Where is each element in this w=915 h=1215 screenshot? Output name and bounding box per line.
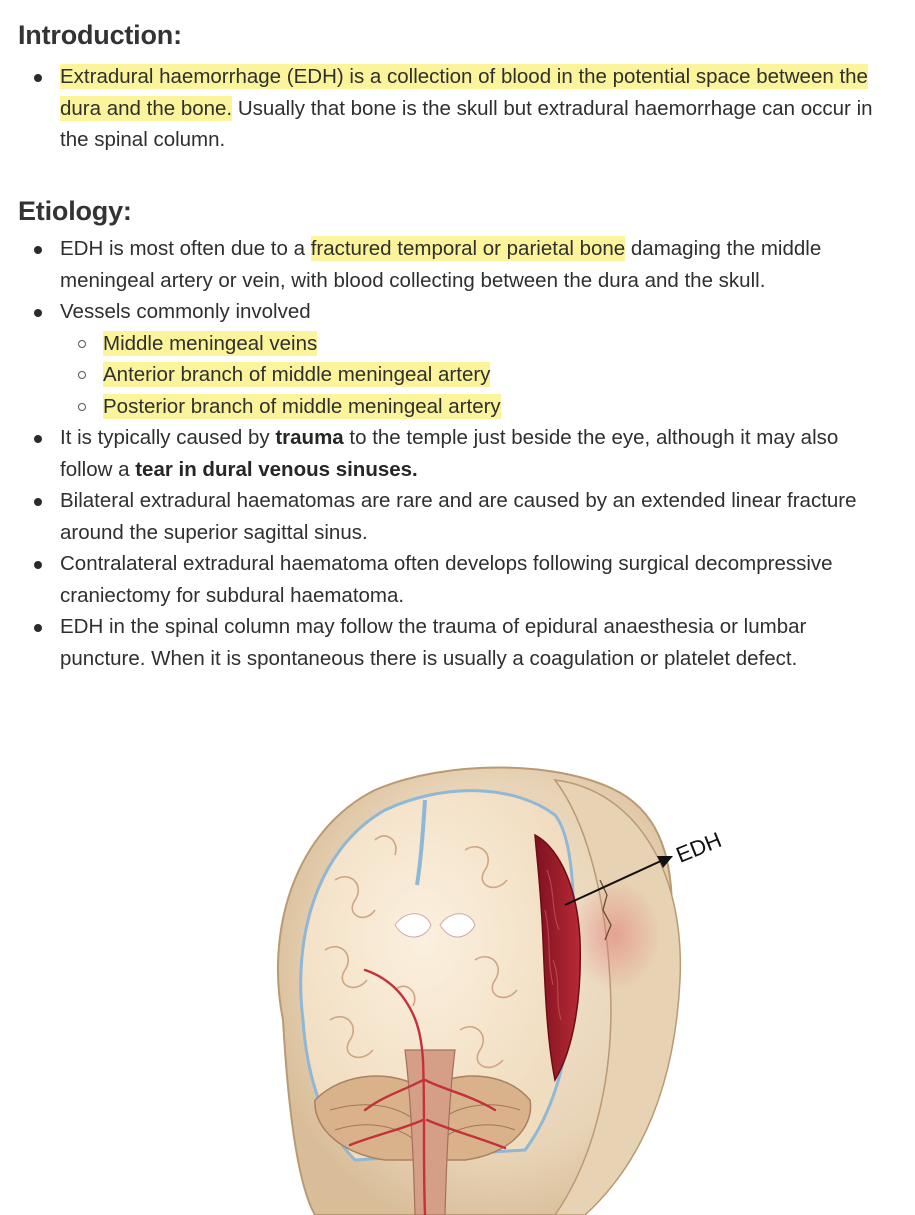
bullet-dot-icon bbox=[34, 561, 42, 569]
hollow-bullet-icon bbox=[78, 340, 86, 348]
list-item bbox=[0, 296, 900, 328]
list-item bbox=[0, 61, 900, 156]
bullet-dot-icon bbox=[34, 498, 42, 506]
etiology-heading: Etiology: bbox=[18, 196, 132, 226]
bullet-dot-icon bbox=[34, 74, 42, 82]
bullet-dot-icon bbox=[34, 309, 42, 317]
body-text: Usually that bone is the skull but extradural haemorrhage can occur in the spinal column. bbox=[60, 96, 873, 151]
body-text: damaging the middle meningeal artery or vein, with blood collecting between the dura and the skull. bbox=[60, 237, 822, 292]
list-item bbox=[0, 485, 900, 548]
list-item bbox=[0, 233, 900, 296]
highlighted-text: Extradural haemorrhage (EDH) is a collection of blood in the potential space between the dura and the bone. bbox=[60, 65, 868, 120]
body-text: Bilateral extradural haematomas are rare and are caused by an extended linear fracture around the superior sagittal sinus. bbox=[60, 489, 857, 544]
body-text: EDH is most often due to a bbox=[60, 237, 311, 260]
list-item bbox=[0, 422, 900, 485]
introduction-list bbox=[0, 61, 900, 156]
bold-text: trauma bbox=[275, 426, 344, 449]
highlighted-text: Middle meningeal veins bbox=[103, 331, 318, 355]
body-text: Contralateral extradural haematoma often develops following surgical decompressive craniectomy for subdural haematoma. bbox=[60, 552, 833, 607]
list-item bbox=[0, 548, 900, 611]
highlighted-text: Anterior branch of middle meningeal artery bbox=[103, 363, 491, 386]
hollow-bullet-icon bbox=[78, 371, 86, 379]
highlighted-text: Posterior branch of middle meningeal artery bbox=[103, 394, 501, 418]
bullet-dot-icon bbox=[34, 624, 42, 632]
body-text: Vessels commonly involved bbox=[60, 300, 311, 323]
sublist-item bbox=[0, 391, 900, 423]
vessels-sublist bbox=[0, 328, 900, 423]
list-item bbox=[0, 611, 900, 674]
edh-brain-illustration bbox=[255, 760, 775, 1215]
edh-annotation-label: EDH bbox=[672, 827, 725, 868]
body-text: EDH in the spinal column may follow the trauma of epidural anaesthesia or lumbar puncture. When it is spontaneous there is usually a coagulation or platelet defect. bbox=[60, 615, 807, 670]
bullet-dot-icon bbox=[34, 435, 42, 443]
bullet-dot-icon bbox=[34, 246, 42, 254]
body-text: It is typically caused by bbox=[60, 426, 276, 449]
sublist-item bbox=[0, 359, 900, 391]
hollow-bullet-icon bbox=[78, 403, 86, 411]
etiology-list bbox=[0, 233, 900, 674]
highlighted-text: fractured temporal or parietal bone bbox=[310, 237, 626, 260]
sublist-item bbox=[0, 328, 900, 360]
sublist-container bbox=[0, 328, 900, 423]
bold-text: tear in dural venous sinuses. bbox=[135, 457, 418, 481]
body-text: to the temple just beside the eye, although it may also follow a bbox=[60, 426, 839, 481]
introduction-heading: Introduction: bbox=[18, 20, 182, 50]
